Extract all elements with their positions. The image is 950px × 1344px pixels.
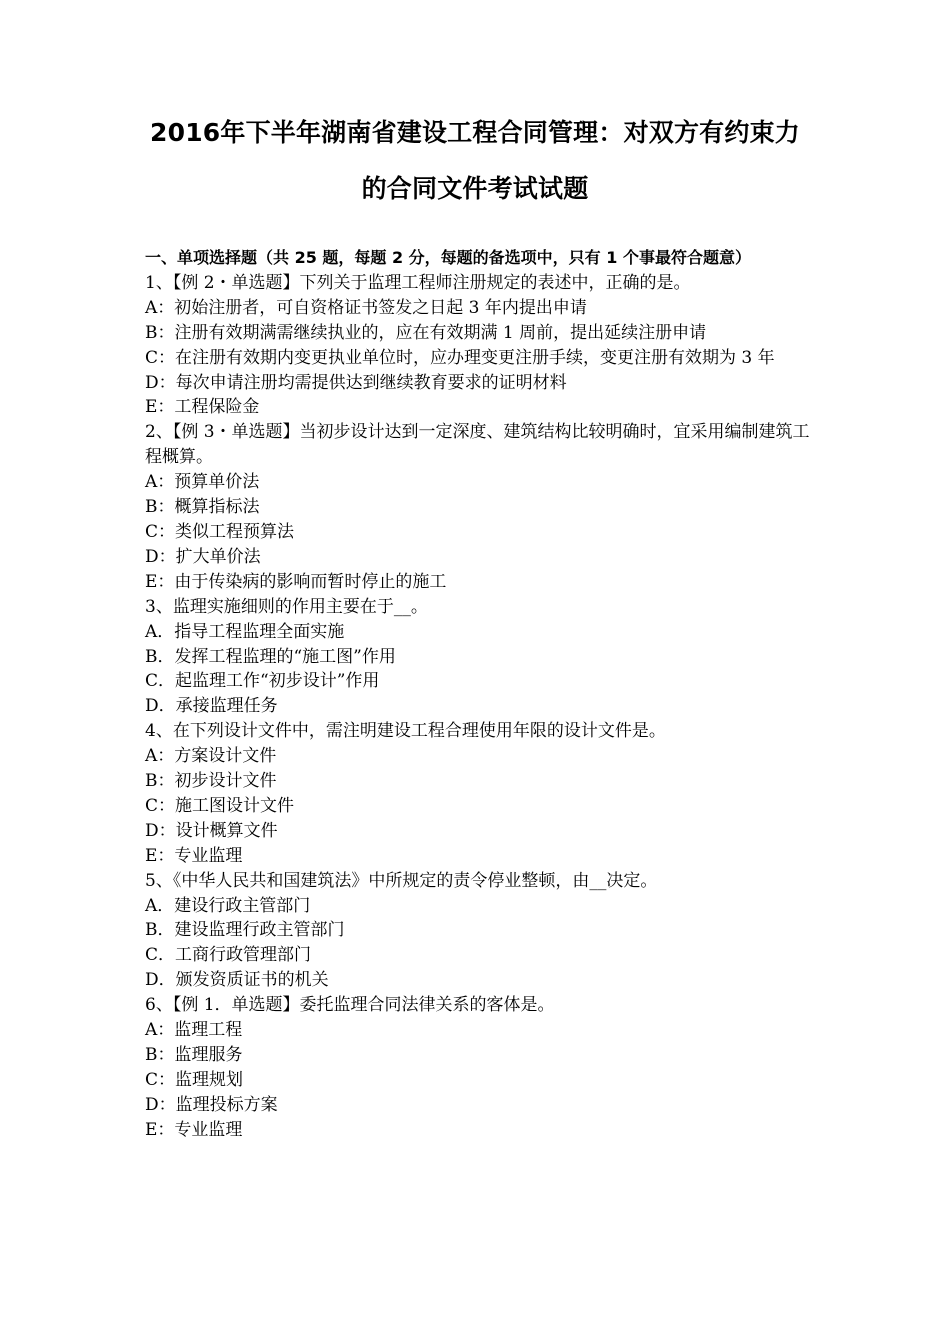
- document-title-line-2: 的合同文件考试试题: [361, 174, 589, 203]
- option-c: C：施工图设计文件: [145, 795, 295, 816]
- question-3: [145, 595, 811, 720]
- option-e: E：工程保险金: [145, 397, 260, 418]
- option-b: B：注册有效期满需继续执业的，应在有效期满 1 周前，提出延续注册申请: [145, 322, 707, 343]
- option-a: A：初始注册者，可自资格证书签发之日起 3 年内提出申请: [145, 297, 587, 318]
- option-a: A：监理工程: [145, 1020, 243, 1041]
- question-stem: 6、【例 1．单选题】委托监理合同法律关系的客体是。: [145, 995, 555, 1016]
- question-4: [145, 719, 811, 868]
- option-d: D．颁发资质证书的机关: [145, 970, 329, 991]
- option-e: E：专业监理: [145, 1119, 243, 1140]
- option-b: B．发挥工程监理的“施工图”作用: [145, 646, 396, 667]
- question-stem: 2、【例 3・单选题】当初步设计达到一定深度、建筑结构比较明确时，宜采用编制建筑工程概算。: [145, 422, 810, 468]
- option-c: C．起监理工作“初步设计”作用: [145, 671, 380, 692]
- option-a: A：预算单价法: [145, 472, 260, 493]
- question-5: [145, 869, 811, 994]
- option-d: D：扩大单价法: [145, 546, 261, 567]
- option-d: D：监理投标方案: [145, 1094, 278, 1115]
- question-2: [145, 420, 811, 594]
- option-c: C：类似工程预算法: [145, 521, 295, 542]
- document-body: [145, 246, 811, 1143]
- option-b: B：概算指标法: [145, 497, 260, 518]
- question-stem: 3、监理实施细则的作用主要在于__。: [145, 596, 428, 617]
- option-b: B：初步设计文件: [145, 771, 277, 792]
- option-d: D：设计概算文件: [145, 820, 278, 841]
- option-d: D：每次申请注册均需提供达到继续教育要求的证明材料: [145, 372, 567, 393]
- option-d: D．承接监理任务: [145, 696, 278, 717]
- option-e: E：由于传染病的影响而暂时停止的施工: [145, 571, 447, 592]
- document-title-line-1: 2016年下半年湖南省建设工程合同管理：对双方有约束力: [150, 118, 800, 147]
- option-b: B：监理服务: [145, 1045, 243, 1065]
- option-b: B．建设监理行政主管部门: [145, 920, 345, 941]
- option-c: C：监理规划: [145, 1069, 244, 1090]
- question-1: [145, 271, 811, 420]
- option-a: A．建设行政主管部门: [145, 895, 311, 916]
- option-a: A：方案设计文件: [145, 746, 277, 767]
- option-e: E：专业监理: [145, 845, 243, 866]
- option-c: C：在注册有效期内变更执业单位时，应办理变更注册手续，变更注册有效期为 3 年: [145, 347, 775, 368]
- option-c: C．工商行政管理部门: [145, 945, 312, 966]
- question-stem: 5、《中华人民共和国建筑法》中所规定的责令停业整顿，由__决定。: [145, 870, 658, 891]
- option-a: A．指导工程监理全面实施: [145, 621, 345, 642]
- question-stem: 4、在下列设计文件中，需注明建设工程合理使用年限的设计文件是。: [145, 721, 666, 742]
- question-stem: 1、【例 2・单选题】下列关于监理工程师注册规定的表述中，正确的是。: [145, 272, 691, 293]
- question-6: [145, 993, 811, 1142]
- section-heading: 一、单项选择题（共 25 题，每题 2 分，每题的备选项中，只有 1 个事最符合题意）: [145, 248, 751, 267]
